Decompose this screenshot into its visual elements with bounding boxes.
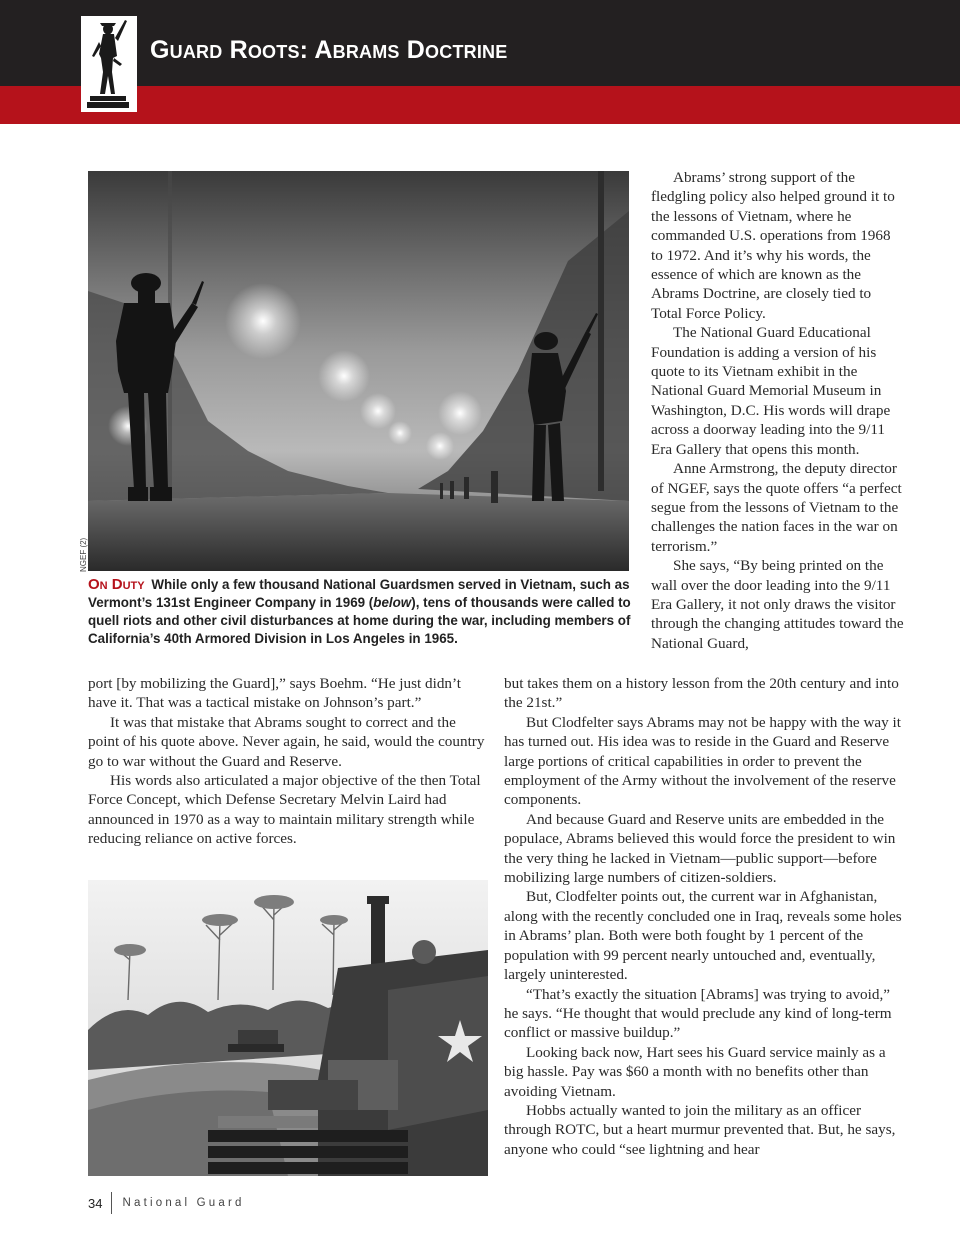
article-column-left — [88, 674, 488, 849]
caption-text-2: ), tens of thousands were called to quell riots and other civil disturbances at home during the war, including members of California’s 40th Armored Division in Los Angeles in 1965. — [88, 595, 631, 646]
caption-text-1: While only a few thousand National Guardsmen served in Vietnam, such as Vermont’s 131st Engineer Company in 1969 ( — [88, 577, 630, 610]
header-red-stripe — [0, 86, 960, 124]
minuteman-statue-icon — [78, 14, 140, 114]
paragraph: Hobbs actually wanted to join the military as an officer through ROTC, but a heart murmur prevented that. But, he says, anyone who could “see lightning and hear — [504, 1101, 896, 1158]
publication-name: National Guard — [122, 1197, 245, 1209]
paragraph: And because Guard and Reserve units are embedded in the populace, Abrams believed this would force the president to win the very thing he lacked in Vietnam—public support—before mobilizing large numbers of citizen-soldiers. — [504, 810, 896, 887]
paragraph: But Clodfelter says Abrams may not be happy with the way it has turned out. His idea was to reside in the Guard and Reserve large portions of critical capabilities in order to prevent the employment of the Army without the involvement of the reserve components. — [504, 713, 901, 809]
paragraph: It was that mistake that Abrams sought to correct and the point of his quote above. Never again, he said, would the country go to war without the Guard and Reserve. — [88, 713, 485, 770]
caption-emphasis: below — [373, 595, 412, 610]
caption-kicker: On Duty — [88, 576, 145, 593]
paragraph: port [by mobilizing the Guard],” says Boehm. “He just didn’t have it. That was a tactical mistake on Johnson’s part.” — [88, 675, 462, 712]
paragraph: His words also articulated a major objective of the then Total Force Concept, which Defense Secretary Melvin Laird had announced in 1970 as a way to maintain military strength while reducing reliance on active forces. — [88, 772, 481, 848]
photo-engineer-bulldozer — [88, 880, 488, 1176]
paragraph: But, Clodfelter points out, the current war in Afghanistan, along with the recently concluded one in Iraq, reveals some holes in Abrams’ plan. Both were both fought by 1 percent of the population with 99 percent nearly untouched and, eventually, largely uninterested. — [504, 888, 902, 984]
paragraph: Looking back now, Hart sees his Guard service mainly as a big hassle. Pay was $60 a month with no benefits other than avoiding Vietnam. — [504, 1043, 886, 1100]
photo-credit: NGEF (2) — [79, 537, 88, 572]
article-column-right-bottom — [504, 674, 904, 1159]
page-footer — [88, 1192, 245, 1214]
paragraph: but takes them on a history lesson from the 20th century and into the 21st.” — [504, 675, 899, 712]
photo-guardsmen-street — [88, 171, 629, 571]
paragraph: “That’s exactly the situation [Abrams] was trying to avoid,” he says. “He thought that would preclude any kind of long-term conflict or massive buildup.” — [504, 985, 892, 1042]
paragraph: Abrams’ strong support of the fledgling policy also helped ground it to the lessons of Vietnam, where he commanded U.S. operations from 1968 to 1972. And it’s why his words, the essence of which are known as the Abrams Doctrine, are closely tied to Total Force Policy. — [651, 169, 895, 322]
photo-caption — [88, 576, 648, 648]
page-title: Guard Roots: Abrams Doctrine — [150, 36, 508, 64]
paragraph: Anne Armstrong, the deputy director of NGEF, says the quote offers “a perfect segue from the lessons of Vietnam to the challenges the nation faces in the war on terrorism.” — [651, 460, 902, 555]
page-number: 34 — [88, 1195, 103, 1211]
paragraph: The National Guard Educational Foundation is adding a version of his quote to its Vietnam exhibit in the National Guard Memorial Museum in Washington, D.C. His words will drape across a doorway leading into the 9/11 Era Gallery that opens this month. — [651, 324, 891, 458]
article-column-right-top — [651, 168, 905, 653]
paragraph: She says, “By being printed on the wall over the door leading into the 9/11 Era Gallery, it not only draws the visitor through the changing attitudes toward the National Guard, — [651, 557, 904, 652]
footer-divider — [111, 1192, 112, 1214]
